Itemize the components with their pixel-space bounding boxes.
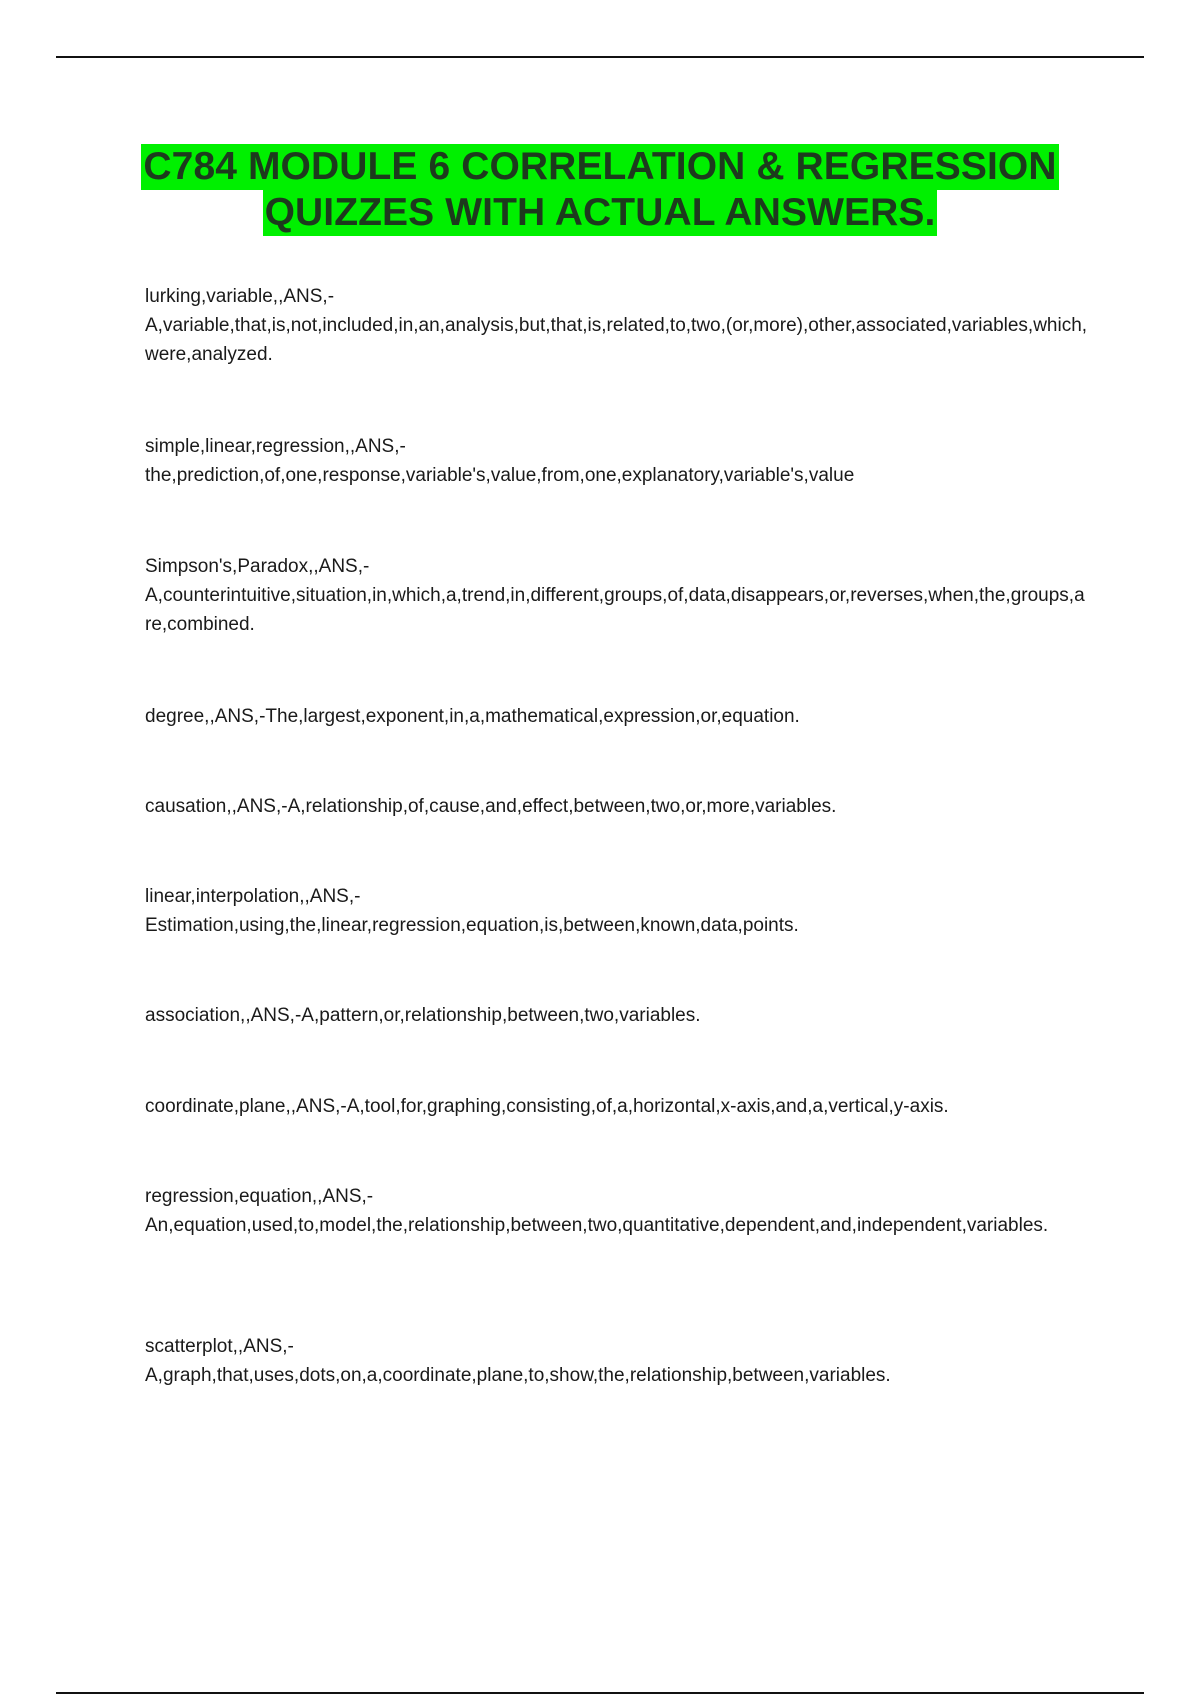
entry-definition: A,variable,that,is,not,included,in,an,analysis,but,that,is,related,to,two,(or,more),other,associated,variables,which,were,analyzed. [145,315,1088,365]
qa-entry [145,882,799,940]
entry-definition: A,pattern,or,relationship,between,two,variables. [301,1005,701,1026]
qa-entry [145,552,1090,639]
entry-term: Simpson's,Paradox,,ANS,- [145,556,370,577]
qa-entry [145,702,800,731]
entry-definition: Estimation,using,the,linear,regression,equation,is,between,known,data,points. [145,915,799,936]
top-rule [56,56,1144,58]
entry-term: coordinate,plane,,ANS,- [145,1096,347,1117]
entry-term: linear,interpolation,,ANS,- [145,886,361,907]
entry-definition: the,prediction,of,one,response,variable's,value,from,one,explanatory,variable's,value [145,465,855,486]
qa-entry [145,1182,1048,1240]
title-line-1: C784 MODULE 6 CORRELATION & REGRESSION [143,145,1057,188]
qa-entry [145,1001,701,1030]
entry-definition: An,equation,used,to,model,the,relationship,between,two,quantitative,dependent,and,independent,variables. [145,1215,1049,1236]
qa-entry [145,1092,949,1121]
bottom-rule [56,1692,1144,1694]
entry-term: degree,,ANS,- [145,706,266,727]
title-line-2: QUIZZES WITH ACTUAL ANSWERS. [264,191,936,234]
entry-definition: A,tool,for,graphing,consisting,of,a,horizontal,x-axis,and,a,vertical,y-axis. [346,1096,949,1117]
entry-term: simple,linear,regression,,ANS,- [145,436,406,457]
entry-definition: The,largest,exponent,in,a,mathematical,expression,or,equation. [265,706,800,727]
entry-term: regression,equation,,ANS,- [145,1186,374,1207]
entry-definition: A,graph,that,uses,dots,on,a,coordinate,plane,to,show,the,relationship,between,variables. [145,1365,891,1386]
entry-term: lurking,variable,,ANS,- [145,286,335,307]
qa-entry [145,792,836,821]
entry-term: association,,ANS,- [145,1005,302,1026]
qa-entry [145,1332,891,1390]
document-title [120,144,1080,236]
qa-entry [145,432,854,490]
entry-definition: A,counterintuitive,situation,in,which,a,trend,in,different,groups,of,data,disappears,or,reverses,when,the,groups,are,combined. [145,585,1085,635]
qa-entry [145,282,1090,369]
entry-term: scatterplot,,ANS,- [145,1336,294,1357]
entry-term: causation,,ANS,- [145,796,288,817]
entry-definition: A,relationship,of,cause,and,effect,between,two,or,more,variables. [287,796,837,817]
